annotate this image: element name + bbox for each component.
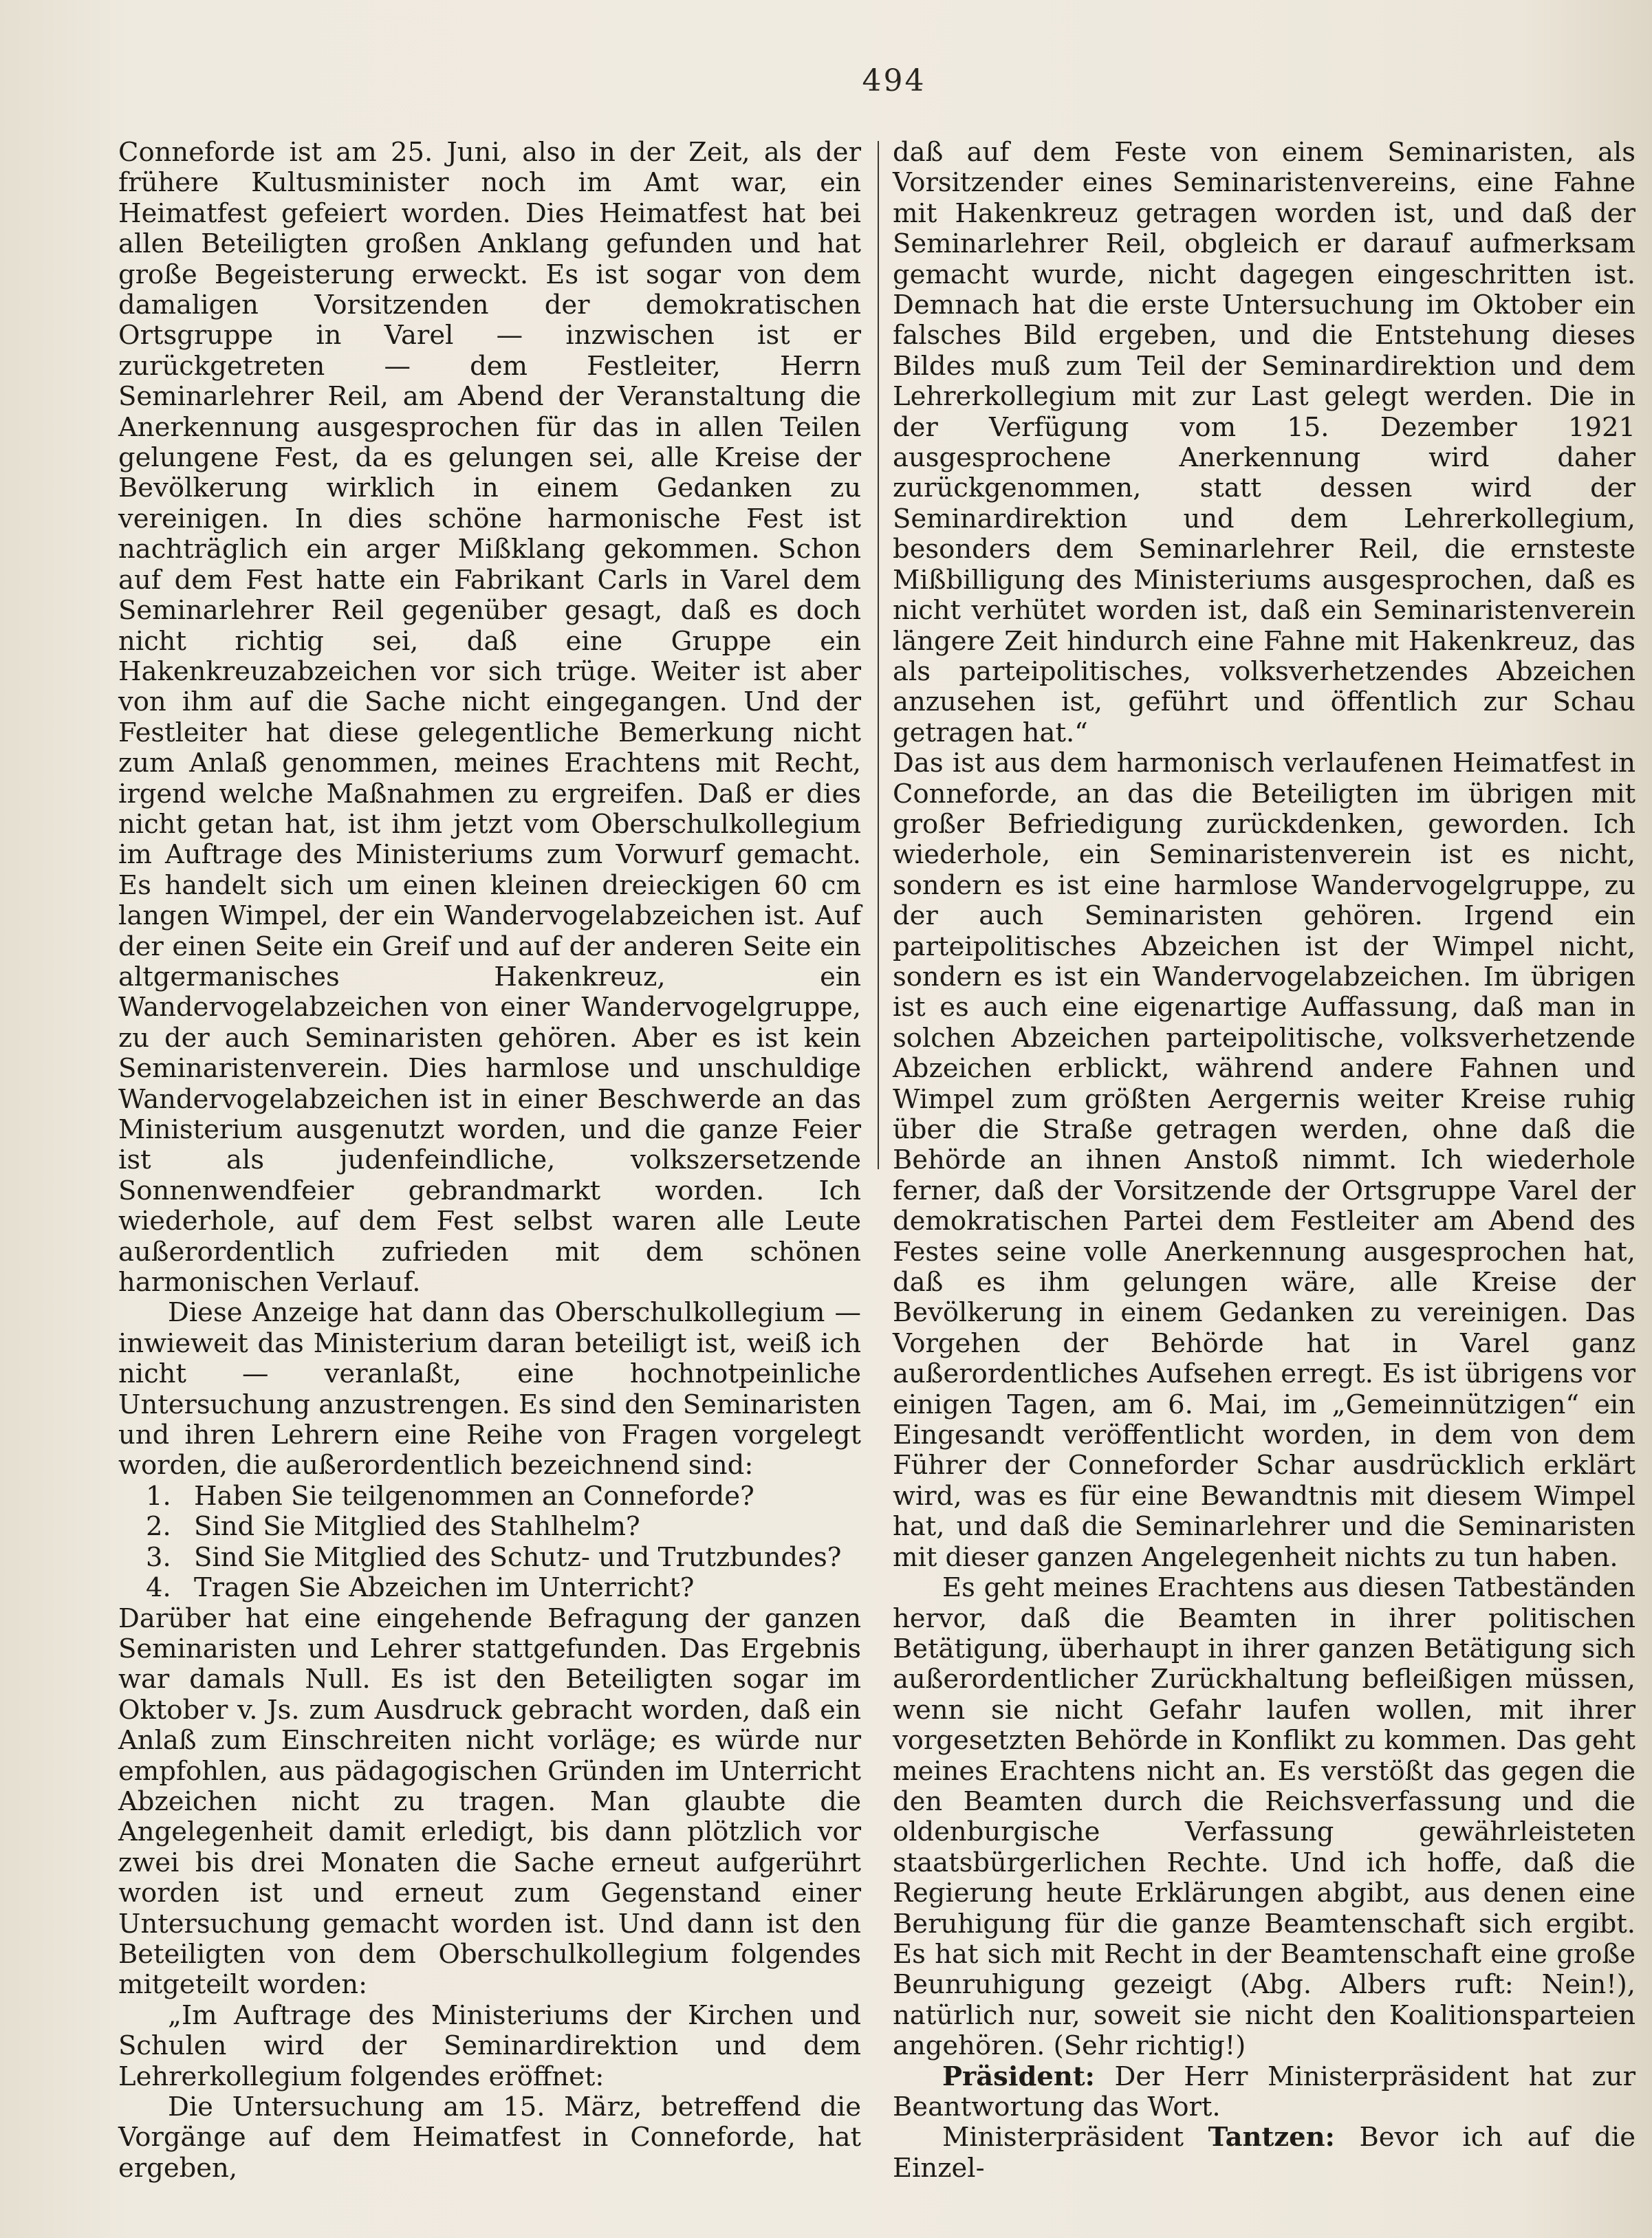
- question-text: Tragen Sie Abzeichen im Unterricht?: [194, 1572, 695, 1604]
- right-paragraph-2: Das ist aus dem harmonisch verlaufenen Heimatfest in Conneforde, an das die Beteiligten im übrigen mit großer Befriedigung zurückdenken, geworden. Ich wiederhole, ein Seminaristenverein ist es nicht, sondern es ist eine harmlose Wandervogelgruppe, zu der auch Seminaristen gehören. Irgend ein parteipolitisches Abzeichen ist der Wimpel nicht, sondern es ist ein Wandervogelabzeichen. Im übrigen ist es auch eine eigenartige Auffassung, daß man in solchen Abzeichen parteipolitische, volksverhetzende Abzeichen erblickt, während andere Fahnen und Wimpel zum größten Aergernis weiter Kreise ruhig über die Straße getragen werden, ohne daß die Behörde an ihnen Anstoß nimmt. Ich wiederhole ferner, daß der Vorsitzende der Ortsgruppe Varel der demokratischen Partei dem Festleiter am Abend des Festes seine volle Anerkennung ausgesprochen hat, daß es ihm gelungen wäre, alle Kreise der Bevölkerung in einem Gedanken zu vereinigen. Das Vorgehen der Behörde hat in Varel ganz außerordentliches Aufsehen erregt. Es ist übrigens vor einigen Tagen, am 6. Mai, im „Gemeinnützigen“ ein Eingesandt veröffentlicht worden, in dem von dem Führer der Conneforder Schar ausdrücklich erklärt wird, was es für eine Bewandtnis mit diesem Wimpel hat, und daß die Seminarlehrer und die Seminaristen mit dieser ganzen Angelegenheit nichts zu tun haben.: [893, 748, 1635, 1573]
- minister-statement: [893, 2122, 1635, 2184]
- question-number: 2.: [146, 1511, 171, 1543]
- question-list: [118, 1481, 861, 1604]
- question-item: [146, 1573, 861, 1603]
- question-text: Sind Sie Mitglied des Schutz- und Trutzbundes?: [194, 1541, 842, 1573]
- question-item: [146, 1543, 861, 1573]
- right-paragraph-3: Es geht meines Erachtens aus diesen Tatbeständen hervor, daß die Beamten in ihrer politischen Betätigung, überhaupt in ihrer ganzen Betätigung sich außerordentlicher Zurückhaltung befleißigen müssen, wenn sie nicht Gefahr laufen wollen, mit ihrer vorgesetzten Behörde in Konflikt zu kommen. Das geht meines Erachtens nicht an. Es verstößt das gegen die den Beamten durch die Reichsverfassung und die oldenburgische Verfassung gewährleisteten staatsbürgerlichen Rechte. Und ich hoffe, daß die Regierung heute Erklärungen abgibt, aus denen eine Beruhigung für die ganze Beamtenschaft sich ergibt. Es hat sich mit Recht in der Beamtenschaft eine große Beunruhigung gezeigt (Abg. Albers ruft: Nein!), natürlich nur, soweit sie nicht den Koalitionsparteien angehören. (Sehr richtig!): [893, 1572, 1635, 2062]
- right-column: [893, 138, 1635, 2184]
- page-number: 494: [862, 63, 926, 98]
- column-divider: [878, 141, 879, 1169]
- question-text: Haben Sie teilgenommen an Conneforde?: [194, 1480, 754, 1512]
- speaker-minister: Tantzen:: [1208, 2122, 1335, 2153]
- question-item: [146, 1512, 861, 1542]
- left-quote-opening: „Im Auftrage des Ministeriums der Kirchen und Schulen wird der Seminardirektion und dem Lehrerkollegium folgendes eröffnet:: [118, 1999, 861, 2092]
- left-paragraph-3: Darüber hat eine eingehende Befragung der ganzen Seminaristen und Lehrer stattgefunden. Das Ergebnis war damals Null. Es ist den Beteiligten sogar im Oktober v. Js. zum Ausdruck gebracht worden, daß ein Anlaß zum Einschreiten nicht vorläge; es würde nur empfohlen, aus pädagogischen Gründen im Unterricht Abzeichen nicht zu tragen. Man glaubte die Angelegenheit damit erledigt, bis dann plötzlich vor zwei bis drei Monaten die Sache erneut aufgerührt worden ist und erneut zum Gegenstand einer Untersuchung gemacht worden ist. Und dann ist den Beteiligten von dem Oberschulkollegium folgendes mitgeteilt worden:: [118, 1603, 861, 2001]
- left-column: [118, 138, 861, 2184]
- minister-text: Bevor ich auf die Einzel-: [893, 2122, 1635, 2184]
- president-text: Der Herr Ministerpräsident hat zur Beantwortung das Wort.: [893, 2061, 1635, 2122]
- left-quote-body: Die Untersuchung am 15. März, betreffend die Vorgänge auf dem Heimatfest in Conneforde, hat ergeben,: [118, 2092, 861, 2184]
- left-paragraph-2: Diese Anzeige hat dann das Oberschulkollegium — inwieweit das Ministerium daran beteiligt ist, weiß ich nicht — veranlaßt, eine hochnotpeinliche Untersuchung anzustrengen. Es sind den Seminaristen und ihren Lehrern eine Reihe von Fragen vorgelegt worden, die außerordentlich bezeichnend sind:: [118, 1297, 861, 1481]
- right-quote-continuation: daß auf dem Feste von einem Seminaristen, als Vorsitzender eines Seminaristenvereins, eine Fahne mit Hakenkreuz getragen worden ist, und daß der Seminarlehrer Reil, obgleich er darauf aufmerksam gemacht wurde, nicht dagegen eingeschritten ist. Demnach hat die erste Untersuchung im Oktober ein falsches Bild ergeben, und die Entstehung dieses Bildes muß zum Teil der Seminardirektion und dem Lehrerkollegium mit zur Last gelegt werden. Die in der Verfügung vom 15. Dezember 1921 ausgesprochene Anerkennung wird daher zurückgenommen, statt dessen wird der Seminardirektion und dem Lehrerkollegium, besonders dem Seminarlehrer Reil, die ernsteste Mißbilligung des Ministeriums ausgesprochen, daß es nicht verhütet worden ist, daß ein Seminaristenverein längere Zeit hindurch eine Fahne mit Hakenkreuz, das als parteipolitisches, volksverhetzendes Abzeichen anzusehen ist, geführt und öffentlich zur Schau getragen hat.“: [893, 137, 1635, 748]
- question-number: 1.: [146, 1480, 171, 1512]
- question-number: 4.: [146, 1572, 171, 1604]
- question-item: [146, 1481, 861, 1512]
- speaker-president: Präsident:: [942, 2061, 1095, 2092]
- minister-role: Ministerpräsident: [942, 2122, 1184, 2153]
- left-paragraph-1: Conneforde ist am 25. Juni, also in der Zeit, als der frühere Kultusminister noch im Amt war, ein Heimatfest gefeiert worden. Dies Heimatfest hat bei allen Beteiligten großen Anklang gefunden und hat große Begeisterung erweckt. Es ist sogar von dem damaligen Vorsitzenden der demokratischen Ortsgruppe in Varel — inzwischen ist er zurückgetreten — dem Festleiter, Herrn Seminarlehrer Reil, am Abend der Veranstaltung die Anerkennung ausgesprochen für das in allen Teilen gelungene Fest, da es gelungen sei, alle Kreise der Bevölkerung wirklich in einem Gedanken zu vereinigen. In dies schöne harmonische Fest ist nachträglich ein arger Mißklang gekommen. Schon auf dem Fest hatte ein Fabrikant Carls in Varel dem Seminarlehrer Reil gegenüber gesagt, daß es doch nicht richtig sei, daß eine Gruppe ein Hakenkreuzabzeichen vor sich trüge. Weiter ist aber von ihm auf die Sache nicht eingegangen. Und der Festleiter hat diese gelegentliche Bemerkung nicht zum Anlaß genommen, meines Erachtens mit Recht, irgend welche Maßnahmen zu ergreifen. Daß er dies nicht getan hat, ist ihm jetzt vom Oberschulkollegium im Auftrage des Ministeriums zum Vorwurf gemacht. Es handelt sich um einen kleinen dreieckigen 60 cm langen Wimpel, der ein Wandervogelabzeichen ist. Auf der einen Seite ein Greif und auf der anderen Seite ein altgermanisches Hakenkreuz, ein Wandervogelabzeichen von einer Wandervogelgruppe, zu der auch Seminaristen gehören. Aber es ist kein Seminaristenverein. Dies harmlose und unschuldige Wandervogelabzeichen ist in einer Beschwerde an das Ministerium ausgenutzt worden, und die ganze Feier ist als judenfeindliche, volkszersetzende Sonnenwendfeier gebrandmarkt worden. Ich wiederhole, auf dem Fest selbst waren alle Leute außerordentlich zufrieden mit dem schönen harmonischen Verlauf.: [118, 137, 861, 1299]
- president-statement: [893, 2062, 1635, 2123]
- question-number: 3.: [146, 1541, 171, 1573]
- question-text: Sind Sie Mitglied des Stahlhelm?: [194, 1511, 640, 1543]
